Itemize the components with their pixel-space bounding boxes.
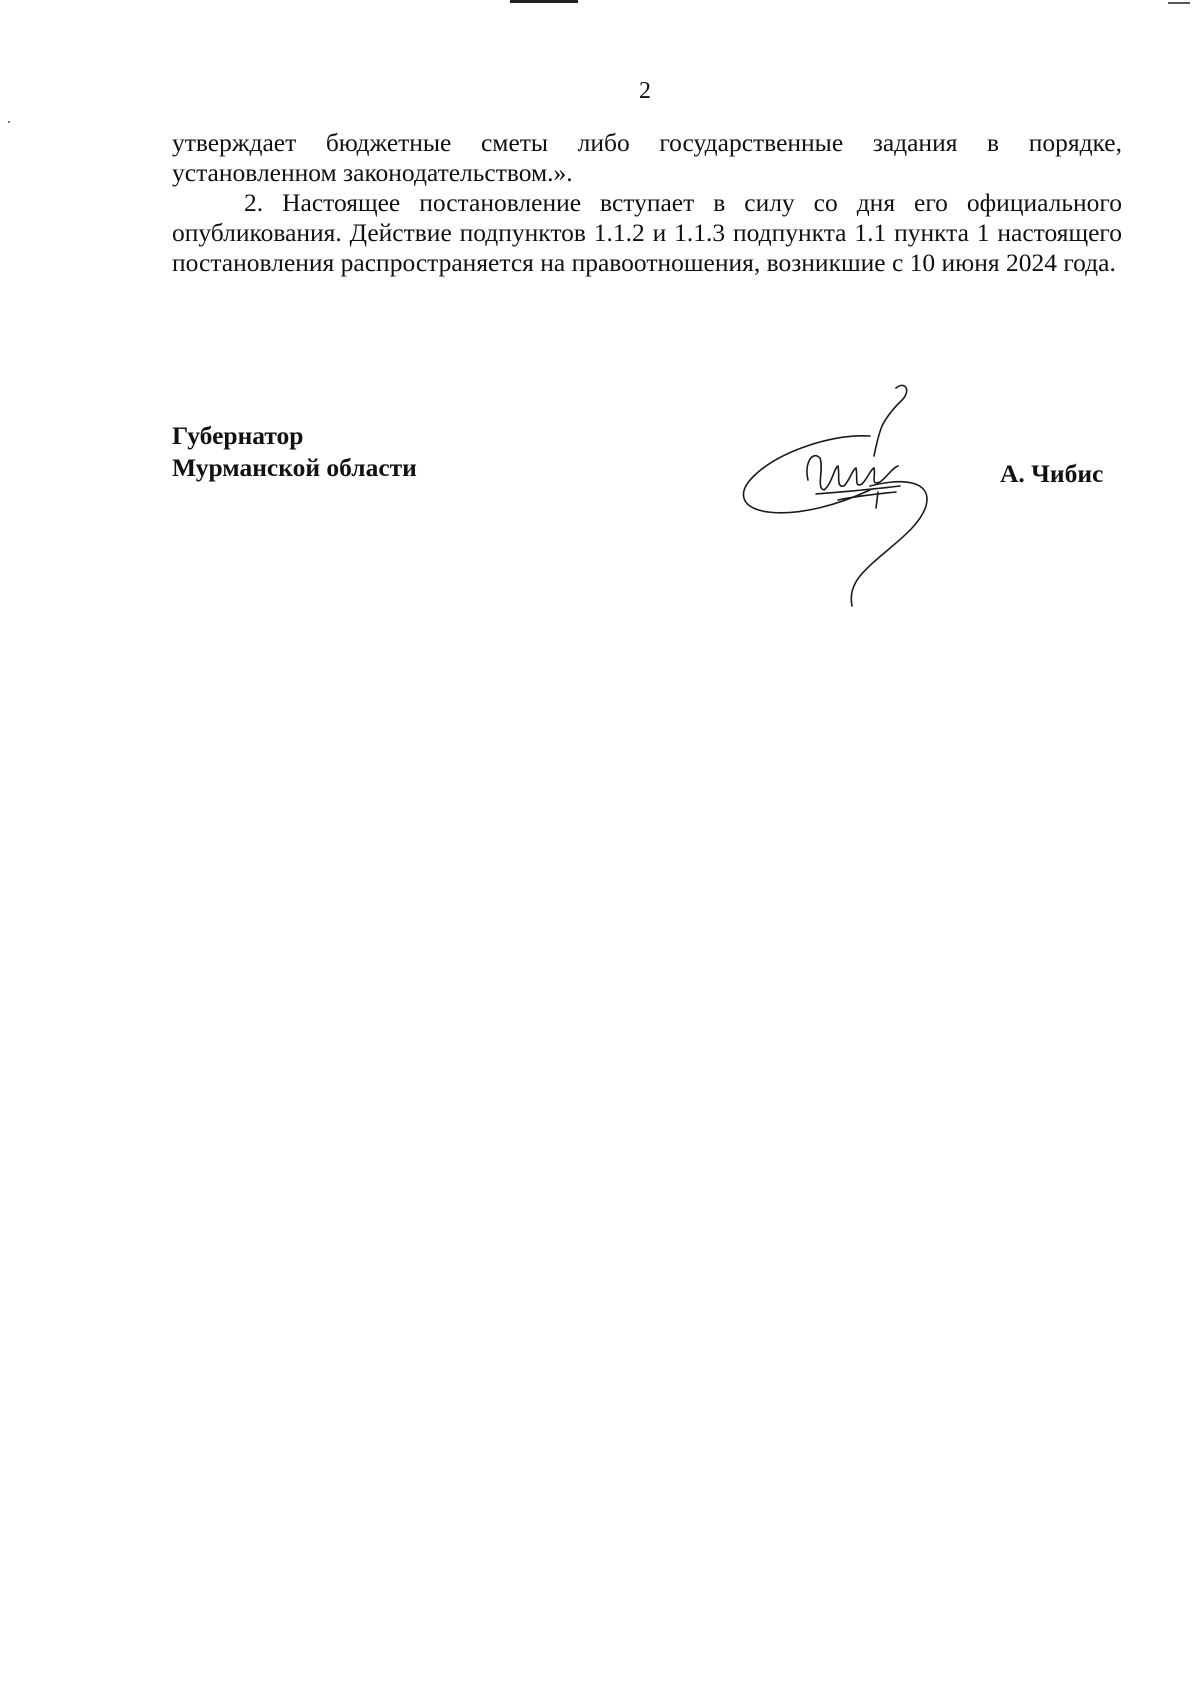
scan-artifact-top bbox=[510, 0, 578, 3]
document-body bbox=[172, 128, 1122, 278]
signatory-title: Губернатор bbox=[172, 421, 304, 450]
handwritten-signature bbox=[720, 380, 940, 610]
signatory-position bbox=[172, 420, 417, 484]
paragraph-continuation: утверждает бюджетные сметы либо государственные задания в порядке, установленном законодательством.». bbox=[172, 128, 1122, 187]
scan-artifact-left bbox=[8, 121, 10, 123]
signatory-region: Мурманской области bbox=[172, 453, 417, 482]
page-number: 2 bbox=[639, 78, 651, 104]
scan-artifact-right bbox=[1168, 2, 1190, 4]
paragraph-item-2: 2. Настоящее постановление вступает в силу со дня его официального опубликования. Действие подпунктов 1.1.2 и 1.1.3 подпункта 1.1 пункта 1 настоящего постановления распространяется на правоотношения, возникшие с 10 июня 2024 года. bbox=[172, 188, 1122, 277]
signer-name: А. Чибис bbox=[1000, 459, 1104, 488]
